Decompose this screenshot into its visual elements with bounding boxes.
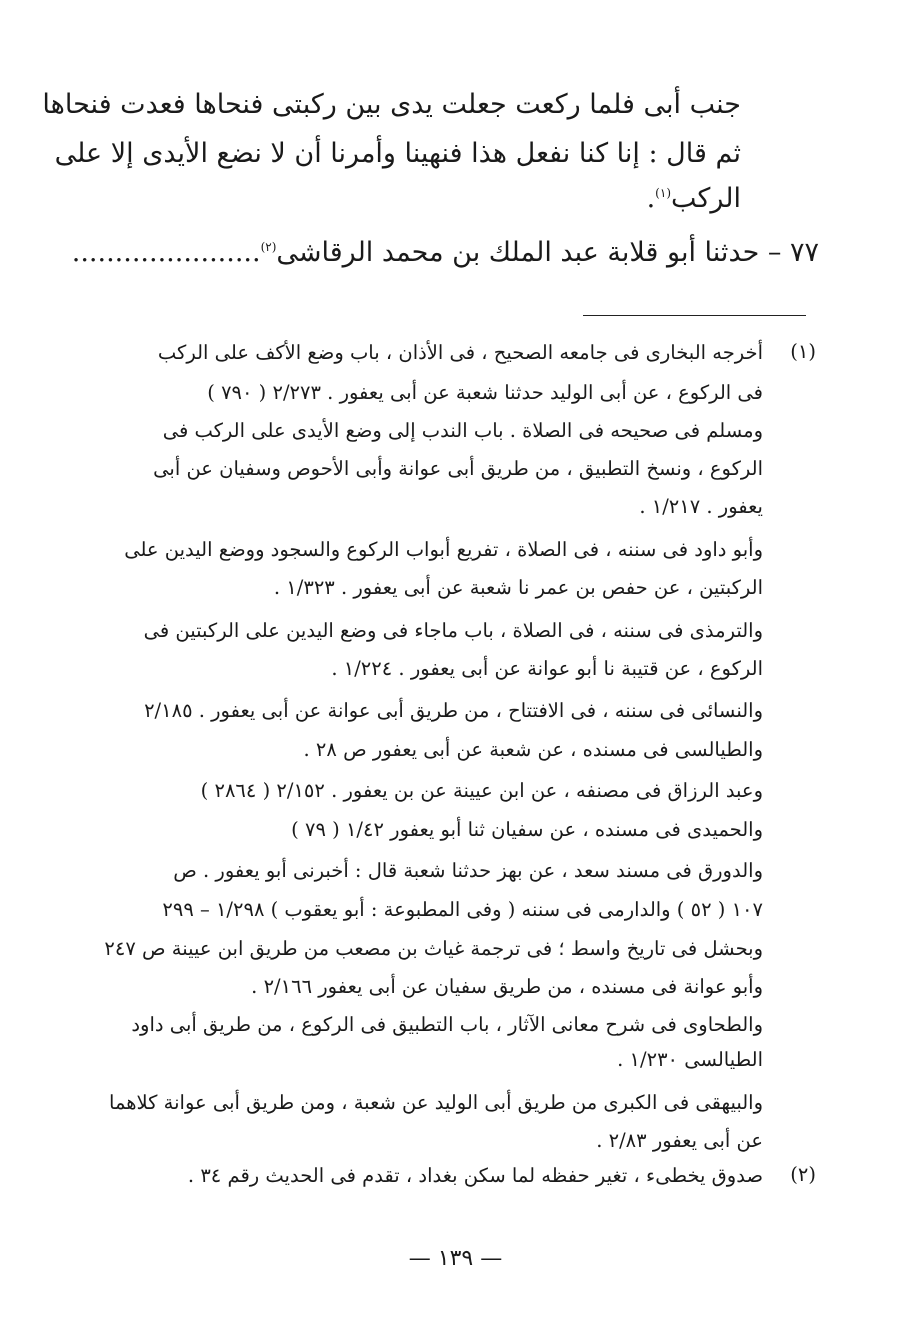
body-line-1: جنب أبى فلما ركعت جعلت يدى بين ركبتى فنحاها فعدت فنحاها [42, 89, 741, 120]
footnote-1-line: والطيالسى فى مسنده ، عن شعبة عن أبى يعفور ص ٢٨ . [303, 738, 763, 761]
footnote-1-line: عن أبى يعفور ٢/٨٣ . [596, 1129, 763, 1152]
footnote-ref-2: (٢) [260, 240, 277, 254]
footnote-1-line: والبيهقى فى الكبرى من طريق أبى الوليد عن شعبة ، ومن طريق أبى عوانة كلاهما [109, 1091, 763, 1114]
body-line-3 [101, 182, 741, 216]
body-line-3-end: . [646, 183, 656, 214]
footnote-1-line: ١٠٧ ( ٥٢ ) والدارمى فى سننه ( وفى المطبوعة : أبو يعقوب ) ١/٢٩٨ – ٢٩٩ [162, 898, 763, 921]
footnote-1-line: وأبو داود فى سننه ، فى الصلاة ، تفريع أبواب الركوع والسجود ووضع اليدين على [124, 538, 763, 561]
footnote-1-line: الطيالسى ١/٢٣٠ . [617, 1048, 763, 1071]
footnote-2-marker: (٢) [790, 1163, 816, 1186]
footnote-1-line: والطحاوى فى شرح معانى الآثار ، باب التطبيق فى الركوع ، من طريق أبى داود [131, 1013, 763, 1036]
footnote-ref-1: (١) [655, 186, 671, 200]
footnote-2-line: صدوق يخطىء ، تغير حفظه لما سكن بغداد ، تقدم فى الحديث رقم ٣٤ . [187, 1164, 763, 1187]
footnote-1-line: وبحشل فى تاريخ واسط ؛ فى ترجمة غياث بن مصعب من طريق ابن عيينة ص ٢٤٧ [104, 937, 763, 960]
footnote-1-line: والحميدى فى مسنده ، عن سفيان ثنا أبو يعفور ١/٤٢ ( ٧٩ ) [291, 818, 763, 841]
footnote-1-line: يعفور . ١/٢١٧ . [639, 495, 763, 518]
footnote-1-line: والترمذى فى سننه ، فى الصلاة ، باب ماجاء فى وضع اليدين على الركبتين فى [143, 619, 763, 642]
footnote-1-line: ومسلم فى صحيحه فى الصلاة . باب الندب إلى وضع الأيدى على الركب فى [162, 419, 763, 442]
body-line-3-text: الركب [671, 183, 741, 214]
footnote-1-line: الركبتين ، عن حفص بن عمر نا شعبة عن أبى يعفور . ١/٣٢٣ . [273, 576, 763, 599]
footnote-1-line: الركوع ، عن قتيبة نا أبو عوانة عن أبى يعفور . ١/٢٢٤ . [331, 657, 763, 680]
footnote-1-line: فى الركوع ، عن أبى الوليد حدثنا شعبة عن أبى يعفور . ٢/٢٧٣ ( ٧٩٠ ) [207, 381, 763, 404]
footnote-1-line: والنسائى فى سننه ، فى الافتتاح ، من طريق أبى عوانة عن أبى يعفور . ٢/١٨٥ [144, 699, 763, 722]
footnote-1-line: الركوع ، ونسخ التطبيق ، من طريق أبى عوانة وأبى الأحوص وسفيان عن أبى [153, 457, 763, 480]
footnote-divider [583, 315, 806, 316]
body-line-2: ثم قال : إنا كنا نفعل هذا فنهينا وأمرنا أن لا نضع الأيدى إلا على [54, 138, 741, 169]
hadith-heading-dots: ...................... [71, 237, 261, 268]
hadith-heading-text: ٧٧ – حدثنا أبو قلابة عبد الملك بن محمد الرقاشى [276, 237, 819, 268]
page-number: — ١٣٩ — [408, 1246, 503, 1271]
footnote-1-line: وأبو عوانة فى مسنده ، من طريق سفيان عن أبى يعفور ٢/١٦٦ . [251, 975, 763, 998]
footnote-1-line: أخرجه البخارى فى جامعه الصحيح ، فى الأذان ، باب وضع الأكف على الركب [157, 341, 763, 364]
footnote-1-line: والدورق فى مسند سعد ، عن بهز حدثنا شعبة قال : أخبرنى أبو يعفور . ص [173, 859, 763, 882]
footnote-1-line: وعبد الرزاق فى مصنفه ، عن ابن عيينة عن بن يعفور . ٢/١٥٢ ( ٢٨٦٤ ) [200, 779, 763, 802]
footnote-1-marker: (١) [790, 340, 816, 363]
hadith-heading [59, 237, 819, 268]
